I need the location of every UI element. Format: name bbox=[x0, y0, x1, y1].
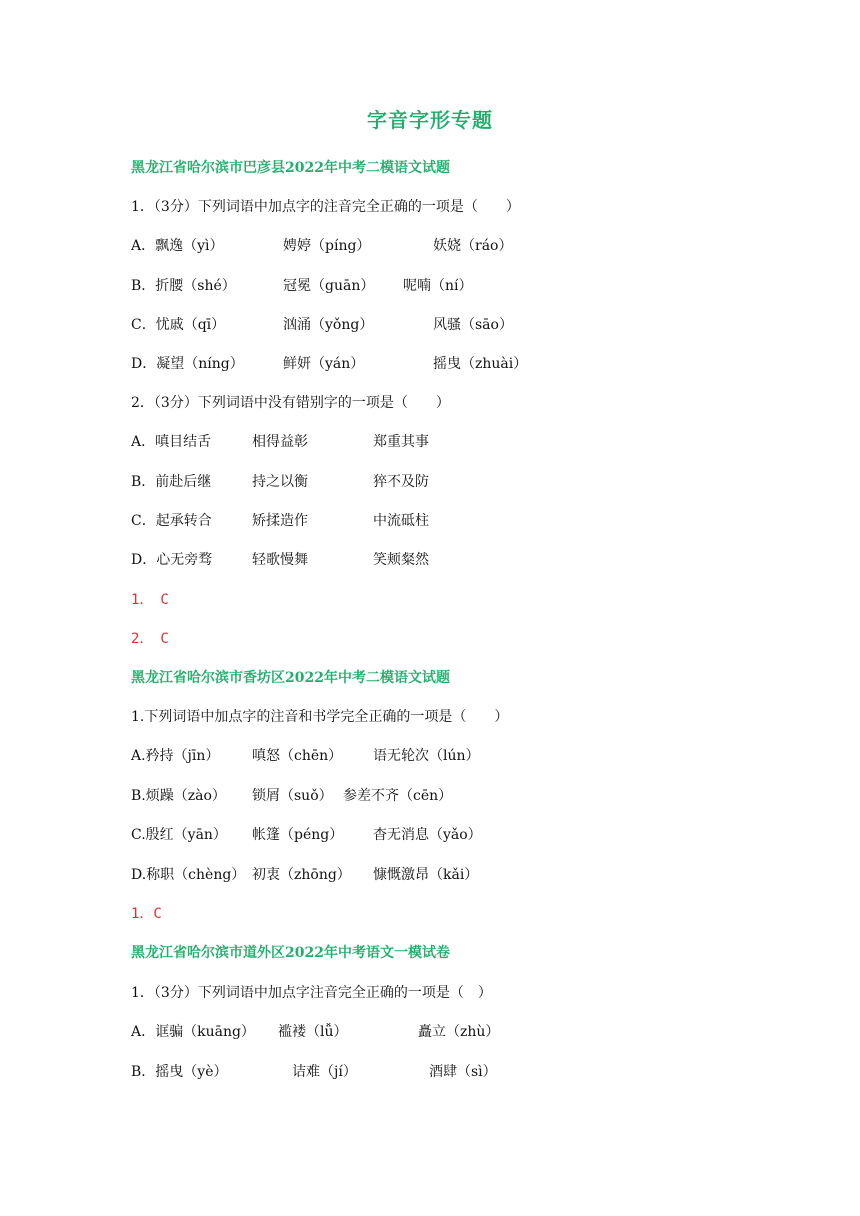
option-cell: D．凝望（níng） bbox=[131, 356, 244, 372]
answer-line: 1． C bbox=[131, 592, 169, 608]
option-cell: C.殷红（yān） bbox=[131, 827, 227, 843]
option-row bbox=[131, 786, 731, 806]
option-row bbox=[131, 315, 731, 335]
option-row bbox=[131, 1022, 731, 1042]
answer-line: 1．C bbox=[131, 906, 162, 922]
option-cell: 语无轮次（lún） bbox=[373, 748, 480, 764]
option-row bbox=[131, 511, 731, 531]
option-cell: C．起承转合 bbox=[131, 513, 212, 529]
section-heading: 黑龙江省哈尔滨市香坊区2022年中考二模语文试题 bbox=[131, 670, 450, 686]
option-cell: 褴褛（lǚ） bbox=[278, 1024, 348, 1040]
option-row bbox=[131, 276, 731, 296]
option-cell: 慷慨激昂（kǎi） bbox=[373, 867, 479, 883]
option-cell: 呢喃（ní） bbox=[403, 278, 473, 294]
question-text: 2．（3分）下列词语中没有错别字的一项是（ ） bbox=[131, 395, 450, 411]
option-cell: 持之以衡 bbox=[252, 474, 308, 490]
option-row bbox=[131, 825, 731, 845]
section-heading: 黑龙江省哈尔滨市巴彦县2022年中考二模语文试题 bbox=[131, 160, 450, 176]
option-cell: B.烦躁（zào） bbox=[131, 788, 226, 804]
option-cell: 酒肆（sì） bbox=[429, 1064, 497, 1080]
option-row bbox=[131, 746, 731, 766]
option-cell: 汹涌（yǒng） bbox=[283, 317, 374, 333]
option-cell: 嗔怒（chēn） bbox=[252, 748, 343, 764]
option-cell: D．心无旁骛 bbox=[131, 552, 213, 568]
option-cell: 相得益彰 bbox=[252, 434, 308, 450]
option-cell: 锁屑（suǒ） bbox=[252, 788, 333, 804]
option-cell: 鲜妍（yán） bbox=[283, 356, 365, 372]
option-cell: B．摇曳（yè） bbox=[131, 1064, 228, 1080]
question-text: 1．（3分）下列词语中加点字注音完全正确的一项是（ ） bbox=[131, 985, 492, 1001]
option-cell: 郑重其事 bbox=[373, 434, 429, 450]
option-row bbox=[131, 865, 731, 885]
option-cell: 帐篷（péng） bbox=[252, 827, 344, 843]
page-title: 字音字形专题 bbox=[367, 108, 493, 132]
option-cell: 参差不齐（cēn） bbox=[343, 788, 453, 804]
option-row bbox=[131, 432, 731, 452]
option-cell: 矫揉造作 bbox=[252, 513, 308, 529]
option-cell: 初衷（zhōng） bbox=[252, 867, 351, 883]
option-cell: 妖娆（ráo） bbox=[433, 238, 513, 254]
option-cell: A．诓骗（kuāng） bbox=[131, 1024, 255, 1040]
option-cell: A.矜持（jīn） bbox=[131, 748, 220, 764]
option-cell: 杳无消息（yǎo） bbox=[373, 827, 482, 843]
option-row bbox=[131, 472, 731, 492]
option-cell: C．忧戚（qī） bbox=[131, 317, 226, 333]
option-cell: B．折腰（shé） bbox=[131, 278, 236, 294]
option-cell: D.称职（chèng） bbox=[131, 867, 246, 883]
question-text: 1．（3分）下列词语中加点字的注音完全正确的一项是（ ） bbox=[131, 199, 520, 215]
option-cell: 矗立（zhù） bbox=[418, 1024, 500, 1040]
option-cell: 猝不及防 bbox=[373, 474, 429, 490]
question-text: 1.下列词语中加点字的注音和书学完全正确的一项是（ ） bbox=[131, 709, 509, 725]
option-cell: A．嗔目结舌 bbox=[131, 434, 212, 450]
option-row bbox=[131, 550, 731, 570]
option-row bbox=[131, 236, 731, 256]
option-cell: 风骚（sāo） bbox=[433, 317, 513, 333]
section-heading: 黑龙江省哈尔滨市道外区2022年中考语文一模试卷 bbox=[131, 945, 450, 961]
option-cell: 诘难（jí） bbox=[292, 1064, 357, 1080]
option-cell: 笑颊粲然 bbox=[373, 552, 429, 568]
option-cell: 轻歌慢舞 bbox=[252, 552, 308, 568]
option-cell: 冠冕（guān） bbox=[283, 278, 375, 294]
answer-line: 2． C bbox=[131, 631, 169, 647]
option-cell: 娉婷（píng） bbox=[283, 238, 371, 254]
option-cell: 摇曳（zhuài） bbox=[433, 356, 528, 372]
option-cell: B．前赴后继 bbox=[131, 474, 212, 490]
option-row bbox=[131, 354, 731, 374]
option-row bbox=[131, 1062, 731, 1082]
option-cell: 中流砥柱 bbox=[373, 513, 429, 529]
option-cell: A．飘逸（yì） bbox=[131, 238, 224, 254]
